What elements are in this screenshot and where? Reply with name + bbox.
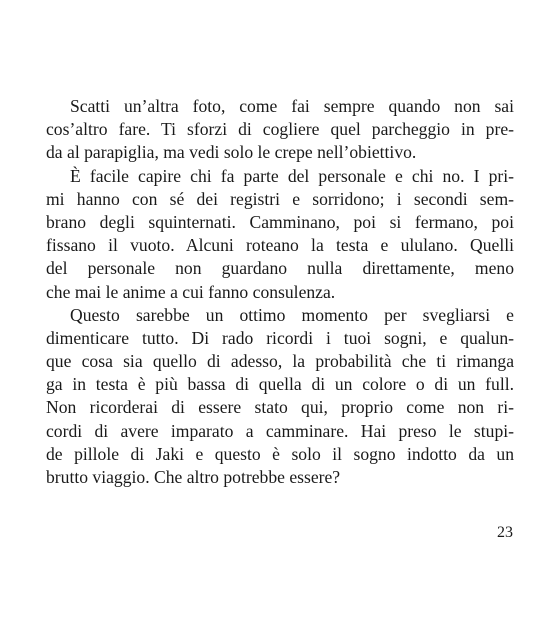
paragraph-2 xyxy=(46,165,514,304)
body-text xyxy=(46,95,514,489)
text-line: Non ricorderai di essere stato qui, proprio come non ri- xyxy=(46,397,514,418)
text-line: Scatti un’altra foto, come fai sempre quando non sai xyxy=(70,96,514,116)
text-line: mi hanno con sé dei registri e sorridono; i secondi sem- xyxy=(46,188,514,209)
text-line: cordi di avere imparato a camminare. Hai preso le stupi- xyxy=(46,420,514,441)
text-line: de pillole di Jaki e questo è solo il sogno indotto da un xyxy=(46,443,514,464)
text-line: È facile capire chi fa parte del personale e chi no. I pri- xyxy=(70,165,514,186)
text-line: cos’altro fare. Ti sforzi di cogliere quel parcheggio in pre- xyxy=(46,119,514,140)
text-line: dimenticare tutto. Di rado ricordi i tuoi sogni, e qualun- xyxy=(46,327,514,348)
text-line: ga in testa è più bassa di quella di un colore o di un full. xyxy=(46,374,514,395)
page-number: 23 xyxy=(497,524,513,541)
text-line: brano degli squinternati. Camminano, poi si fermano, poi xyxy=(46,211,514,232)
text-line: brutto viaggio. Che altro potrebbe essere? xyxy=(46,467,341,487)
paragraph-3 xyxy=(46,304,514,490)
text-line: che mai le anime a cui fanno consulenza. xyxy=(46,281,336,302)
text-line: del personale non guardano nulla direttamente, meno xyxy=(46,258,514,279)
text-line: da al parapiglia, ma vedi solo le crepe nell’obiettivo. xyxy=(46,142,417,163)
paragraph-1 xyxy=(46,95,514,165)
text-line: fissano il vuoto. Alcuni roteano la testa e ululano. Quelli xyxy=(46,235,514,256)
text-line: que cosa sia quello di adesso, la probabilità che ti rimanga xyxy=(46,351,514,372)
text-line: Questo sarebbe un ottimo momento per svegliarsi e xyxy=(70,304,514,325)
